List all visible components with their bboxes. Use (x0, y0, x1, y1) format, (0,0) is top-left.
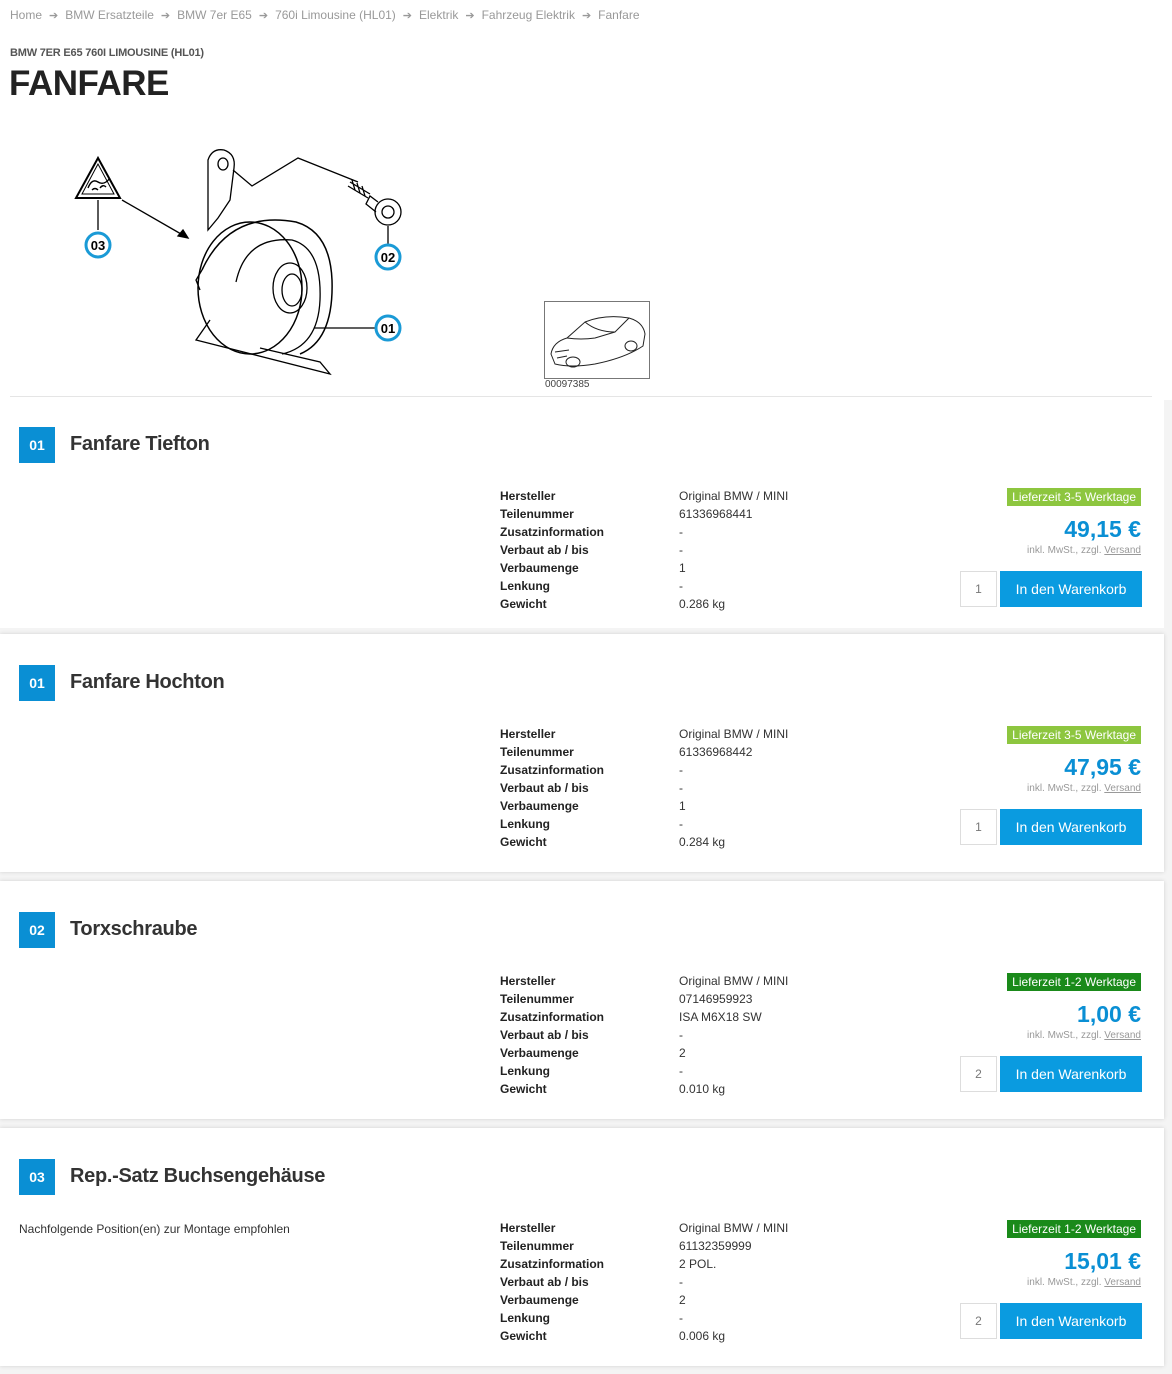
spec-label: Teilenummer (500, 507, 574, 521)
part-name: Fanfare Hochton (70, 671, 225, 693)
diagram-callouts (86, 233, 400, 340)
spec-value: - (679, 1064, 683, 1078)
spec-label: Verbaumenge (500, 1046, 579, 1060)
spec-value: 2 POL. (679, 1257, 717, 1271)
spec-row-verbaut (500, 1026, 788, 1044)
spec-value: - (679, 763, 683, 777)
spec-value: 61336968442 (679, 745, 753, 759)
spec-table (500, 725, 788, 851)
spec-value: 61132359999 (679, 1239, 752, 1253)
breadcrumb-current[interactable]: Fanfare (598, 8, 640, 22)
divider (10, 396, 1152, 397)
spec-row-gewicht (500, 1080, 788, 1098)
thumbnail-label: 00097385 (545, 379, 590, 390)
car-icon (545, 302, 649, 378)
vat-note (1027, 545, 1141, 556)
spec-value: 2 (679, 1293, 686, 1307)
price: 47,95 € (1064, 754, 1141, 780)
top-section (0, 0, 1172, 400)
spec-value: - (679, 525, 683, 539)
spec-row-hersteller (500, 725, 788, 743)
vat-note (1027, 1030, 1141, 1041)
callout-01: 01 (380, 321, 396, 336)
spec-table (500, 1219, 788, 1345)
spec-value: 1 (679, 561, 686, 575)
spec-label: Lenkung (500, 1311, 550, 1325)
spec-row-zusatzinformation (500, 1008, 788, 1026)
spec-value: - (679, 1275, 683, 1289)
delivery-badge: Lieferzeit 3-5 Werktage (1007, 488, 1141, 506)
spec-label: Verbaut ab / bis (500, 781, 589, 795)
spec-row-teilenummer (500, 505, 788, 523)
breadcrumb-arrow-icon: ➔ (258, 9, 269, 22)
spec-label: Gewicht (500, 835, 547, 849)
breadcrumb-home[interactable]: Home (10, 8, 43, 22)
spec-value: - (679, 579, 683, 593)
part-name: Rep.-Satz Buchsengehäuse (70, 1165, 326, 1187)
spec-value: ISA M6X18 SW (679, 1010, 762, 1024)
vat-note (1027, 783, 1141, 794)
vat-note (1027, 1277, 1141, 1288)
spec-row-lenkung (500, 577, 788, 595)
spec-value: 61336968441 (679, 507, 753, 521)
spec-label: Gewicht (500, 597, 547, 611)
spec-value: - (679, 1028, 683, 1042)
spec-value: Original BMW / MINI (679, 1221, 789, 1235)
part-name: Torxschraube (70, 918, 198, 940)
breadcrumb-arrow-icon: ➔ (402, 9, 413, 22)
add-to-cart-button[interactable]: In den Warenkorb (1000, 571, 1142, 607)
part-card (0, 634, 1164, 872)
quantity-input[interactable] (960, 809, 997, 845)
quantity-input[interactable] (960, 1303, 997, 1339)
spec-row-hersteller (500, 1219, 788, 1237)
spec-label: Gewicht (500, 1082, 547, 1096)
spec-row-verbaumenge (500, 1291, 788, 1309)
price: 15,01 € (1064, 1248, 1141, 1274)
spec-label: Teilenummer (500, 1239, 574, 1253)
spec-label: Gewicht (500, 1329, 547, 1343)
spec-value: - (679, 543, 683, 557)
spec-label: Verbaut ab / bis (500, 1028, 589, 1042)
part-name: Fanfare Tiefton (70, 433, 210, 455)
spec-row-teilenummer (500, 990, 788, 1008)
versand-link[interactable]: Versand (1104, 1030, 1141, 1041)
spec-value: - (679, 1311, 683, 1325)
add-to-cart-button[interactable]: In den Warenkorb (1000, 1056, 1142, 1092)
vat-text: inkl. MwSt., zzgl. (1027, 1277, 1102, 1288)
vehicle-thumbnail[interactable] (544, 301, 650, 379)
spec-row-verbaut (500, 1273, 788, 1291)
spec-label: Hersteller (500, 974, 556, 988)
spec-row-zusatzinformation (500, 523, 788, 541)
breadcrumb-arrow-icon: ➔ (581, 9, 592, 22)
position-badge: 01 (19, 665, 55, 701)
delivery-badge: Lieferzeit 1-2 Werktage (1007, 973, 1141, 991)
spec-label: Verbaumenge (500, 1293, 579, 1307)
spec-label: Verbaumenge (500, 799, 579, 813)
spec-value: 0.006 kg (679, 1329, 726, 1343)
spec-label: Teilenummer (500, 745, 574, 759)
breadcrumb-bmw-7er-e65[interactable]: BMW 7er E65 (177, 8, 252, 22)
callout-02: 02 (380, 250, 396, 265)
callout-03: 03 (90, 238, 106, 253)
vat-text: inkl. MwSt., zzgl. (1027, 783, 1102, 794)
page-subtitle: BMW 7ER E65 760I LIMOUSINE (HL01) (10, 47, 204, 59)
position-badge: 03 (19, 1159, 55, 1195)
spec-row-teilenummer (500, 743, 788, 761)
spec-label: Hersteller (500, 489, 556, 503)
part-card (0, 1128, 1164, 1366)
spec-row-hersteller (500, 972, 788, 990)
spec-label: Zusatzinformation (500, 525, 604, 539)
quantity-input[interactable] (960, 1056, 997, 1092)
breadcrumb (10, 8, 640, 22)
spec-row-verbaumenge (500, 559, 788, 577)
price: 1,00 € (1077, 1001, 1141, 1027)
breadcrumb-model[interactable]: 760i Limousine (HL01) (275, 8, 396, 22)
spec-value: 1 (679, 799, 686, 813)
spec-label: Zusatzinformation (500, 1010, 604, 1024)
breadcrumb-arrow-icon: ➔ (49, 9, 59, 22)
breadcrumb-elektrik[interactable]: Elektrik (419, 8, 459, 22)
spec-label: Teilenummer (500, 992, 574, 1006)
quantity-input[interactable] (960, 571, 997, 607)
spec-value: 0.286 kg (679, 597, 726, 611)
position-badge: 02 (19, 912, 55, 948)
spec-row-gewicht (500, 1327, 788, 1345)
delivery-badge: Lieferzeit 1-2 Werktage (1007, 1220, 1141, 1238)
spec-row-lenkung (500, 1062, 788, 1080)
versand-link[interactable]: Versand (1104, 1277, 1141, 1288)
breadcrumb-bmw-ersatzteile[interactable]: BMW Ersatzteile (65, 8, 154, 22)
vat-text: inkl. MwSt., zzgl. (1027, 545, 1102, 556)
spec-label: Lenkung (500, 579, 550, 593)
montage-note: Nachfolgende Position(en) zur Montage empfohlen (19, 1222, 290, 1236)
versand-link[interactable]: Versand (1104, 545, 1141, 556)
versand-link[interactable]: Versand (1104, 783, 1141, 794)
spec-value: - (679, 817, 683, 831)
price: 49,15 € (1064, 516, 1141, 542)
position-badge: 01 (19, 427, 55, 463)
spec-label: Verbaut ab / bis (500, 1275, 589, 1289)
spec-row-verbaumenge (500, 1044, 788, 1062)
breadcrumb-arrow-icon: ➔ (465, 9, 475, 22)
spec-label: Hersteller (500, 727, 556, 741)
spec-value: 0.284 kg (679, 835, 726, 849)
spec-row-verbaut (500, 541, 788, 559)
spec-value: Original BMW / MINI (679, 727, 789, 741)
spec-label: Zusatzinformation (500, 763, 604, 777)
breadcrumb-fahrzeug-elektrik[interactable]: Fahrzeug Elektrik (481, 8, 575, 22)
spec-row-zusatzinformation (500, 761, 788, 779)
spec-row-teilenummer (500, 1237, 788, 1255)
vat-text: inkl. MwSt., zzgl. (1027, 1030, 1102, 1041)
add-to-cart-button[interactable]: In den Warenkorb (1000, 809, 1142, 845)
spec-label: Lenkung (500, 817, 550, 831)
spec-label: Verbaumenge (500, 561, 579, 575)
spec-value: Original BMW / MINI (679, 489, 789, 503)
delivery-badge: Lieferzeit 3-5 Werktage (1007, 726, 1141, 744)
spec-value: 07146959923 (679, 992, 753, 1006)
spec-value: 0.010 kg (679, 1082, 726, 1096)
spec-label: Verbaut ab / bis (500, 543, 589, 557)
spec-row-gewicht (500, 833, 788, 851)
spec-label: Lenkung (500, 1064, 550, 1078)
spec-row-zusatzinformation (500, 1255, 788, 1273)
spec-value: 2 (679, 1046, 686, 1060)
spec-row-verbaut (500, 779, 788, 797)
spec-row-lenkung (500, 1309, 788, 1327)
part-card (0, 400, 1164, 628)
spec-row-verbaumenge (500, 797, 788, 815)
spec-row-hersteller (500, 487, 788, 505)
spec-value: Original BMW / MINI (679, 974, 789, 988)
part-card (0, 881, 1164, 1119)
breadcrumb-arrow-icon: ➔ (160, 9, 171, 22)
spec-label: Zusatzinformation (500, 1257, 604, 1271)
page-title: FANFARE (9, 64, 169, 103)
spec-label: Hersteller (500, 1221, 556, 1235)
spec-table (500, 972, 788, 1098)
parts-diagram (60, 140, 420, 385)
spec-value: - (679, 781, 683, 795)
spec-table (500, 487, 788, 613)
add-to-cart-button[interactable]: In den Warenkorb (1000, 1303, 1142, 1339)
spec-row-gewicht (500, 595, 788, 613)
spec-row-lenkung (500, 815, 788, 833)
